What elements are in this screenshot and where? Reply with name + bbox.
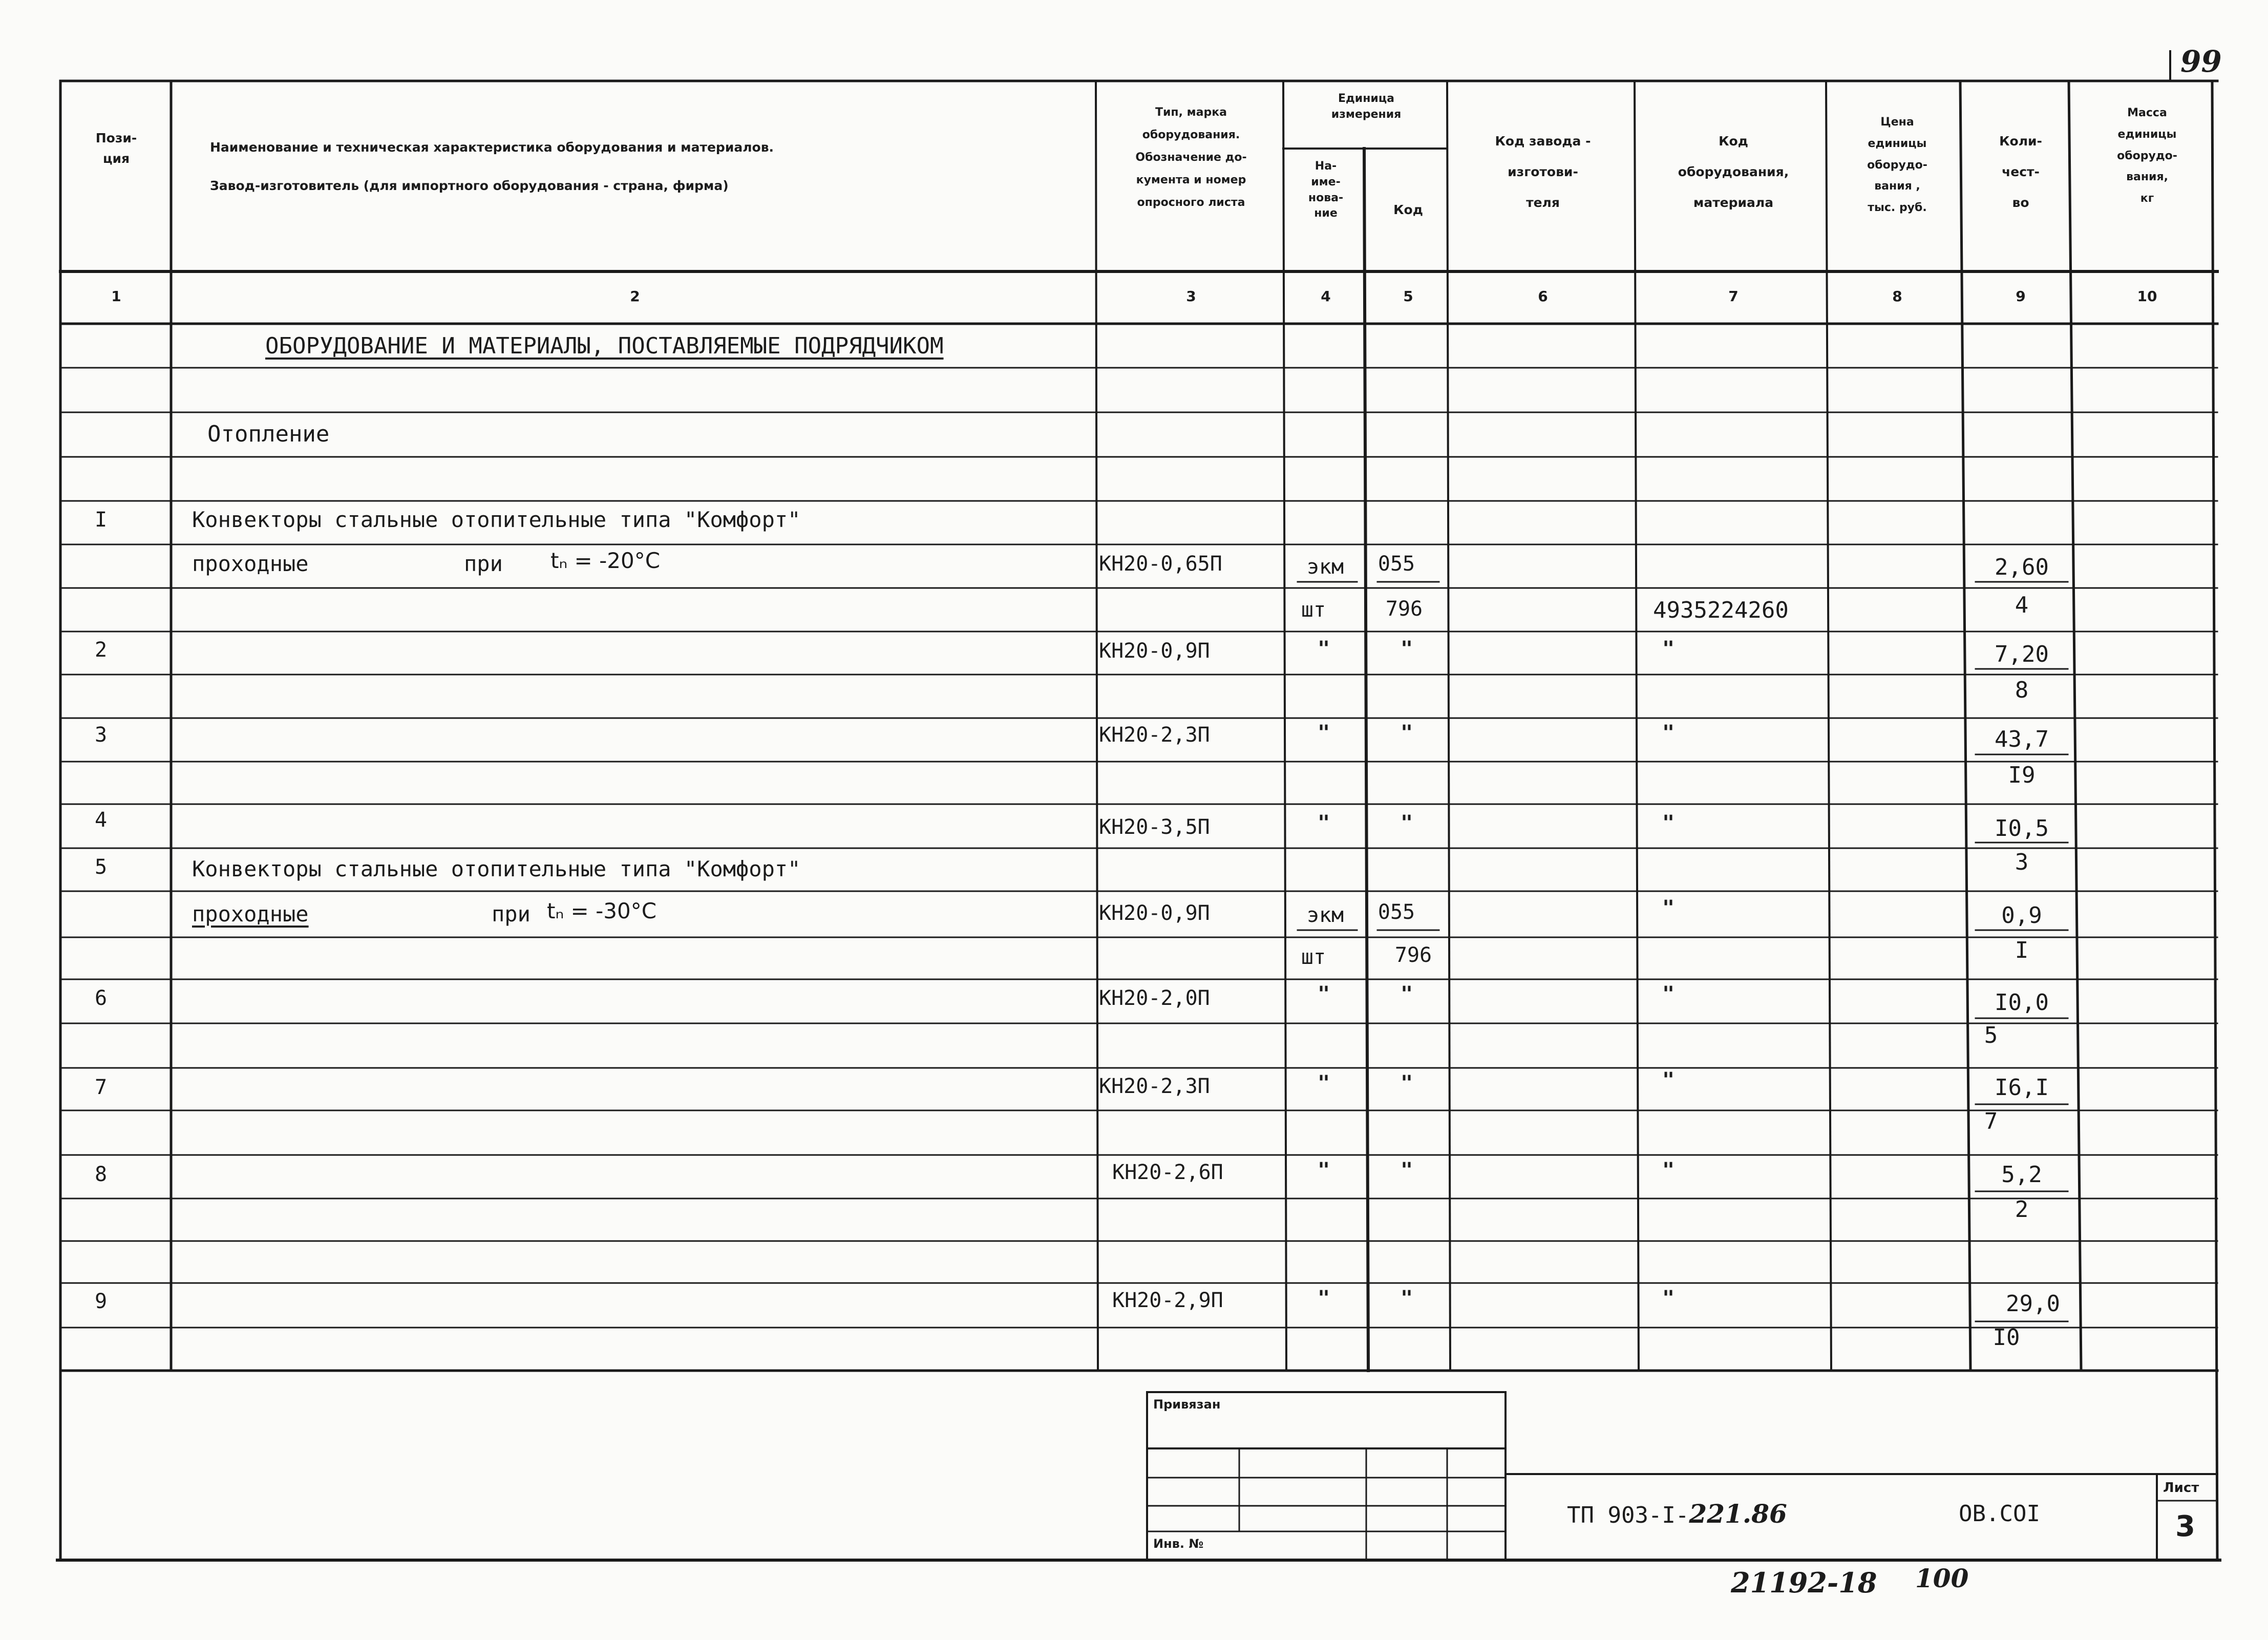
row-5-code-1: 055 — [1377, 900, 1415, 924]
row-8-type: КН20-2,6П — [1112, 1161, 1223, 1184]
header-type: Тип, марка оборудования. Обозначение до- кумента и номер опросного листа — [1135, 106, 1247, 209]
row-6-type: КН20-2,0П — [1099, 986, 1210, 1010]
row-5-unit-1: экм — [1306, 903, 1344, 927]
row-1-code-1: 055 — [1377, 552, 1415, 576]
project-prefix: ТП 903-I- — [1567, 1502, 1689, 1528]
row-1-equipment-code: 4935224260 — [1653, 597, 1789, 623]
row-9-code: " — [1400, 1287, 1413, 1310]
header-price: Цена единицы оборудо- вания , тыс. руб. — [1867, 116, 1927, 215]
row-7-qty-2: 7 — [1984, 1108, 1998, 1134]
col-number-1: 1 — [111, 288, 121, 305]
row-4-code: " — [1400, 811, 1413, 835]
col-number-10: 10 — [2137, 288, 2157, 305]
row-8-code: " — [1400, 1159, 1413, 1182]
header-unit-group: Единица измерения — [1331, 92, 1402, 121]
row-5-condition: tₙ = -30°C — [547, 898, 657, 923]
row-2-position: 2 — [94, 638, 108, 662]
row-1-type: КН20-0,65П — [1099, 552, 1222, 576]
col-number-2: 2 — [630, 288, 640, 305]
row-6-qty-2: 5 — [1984, 1022, 1998, 1048]
col-number-3: 3 — [1186, 288, 1196, 305]
row-5-condition-pre: при — [492, 901, 531, 927]
row-2-unit: " — [1317, 637, 1330, 661]
row-9-position: 9 — [94, 1290, 108, 1313]
header-unit-code: Код — [1393, 202, 1423, 217]
row-9-qty-2: I0 — [1993, 1324, 2020, 1351]
row-4-position: 4 — [94, 808, 108, 832]
header-equipment-code: Код оборудования, материала — [1678, 134, 1789, 210]
row-7-position: 7 — [94, 1076, 108, 1099]
row-3-code: " — [1400, 721, 1413, 745]
row-2-type: КН20-0,9П — [1099, 639, 1210, 663]
row-2-qty-2: 8 — [2015, 677, 2029, 703]
header-mass: Масса единицы оборудо- вания, кг — [2117, 107, 2177, 205]
col-number-5: 5 — [1403, 288, 1413, 305]
row-1-condition-pre: при — [464, 551, 503, 576]
row-5-name-line2: проходные — [192, 901, 309, 927]
row-3-qty-2: I9 — [2008, 762, 2036, 788]
row-1-condition: tₙ = -20°C — [550, 548, 661, 573]
row-7-type: КН20-2,3П — [1099, 1075, 1210, 1098]
header-quantity: Коли- чест- во — [1999, 134, 2042, 210]
row-1-code-2: 796 — [1385, 597, 1423, 621]
row-5-unit-2: шт — [1301, 945, 1326, 969]
header-position: Пози- ция — [95, 131, 137, 166]
row-1-qty-2: 4 — [2015, 592, 2029, 618]
row-1-position: I — [94, 508, 108, 532]
stamp-document-code: ОВ.СОI — [1959, 1501, 2040, 1527]
row-6-position: 6 — [94, 986, 108, 1010]
col-number-9: 9 — [2016, 288, 2026, 305]
row-9-qty-1: 29,0 — [2006, 1291, 2060, 1317]
col-number-8: 8 — [1892, 288, 1902, 305]
row-8-position: 8 — [94, 1163, 108, 1186]
row-3-equipment-code: " — [1662, 721, 1675, 745]
row-3-unit: " — [1317, 721, 1330, 745]
page-number-top: 99 — [2180, 44, 2222, 79]
col-number-4: 4 — [1321, 288, 1331, 305]
row-1-name: Конвекторы стальные отопительные типа "Комфорт" — [192, 507, 801, 532]
row-1-unit-2: шт — [1301, 598, 1326, 622]
row-9-type: КН20-2,9П — [1112, 1289, 1223, 1312]
stamp-inventory-label: Инв. № — [1153, 1537, 1204, 1551]
header-unit-name: На- име- нова- ние — [1308, 160, 1344, 220]
bottom-archive-number: 21192-18 — [1731, 1566, 1877, 1599]
row-8-unit: " — [1317, 1159, 1330, 1182]
section-title: ОБОРУДОВАНИЕ И МАТЕРИАЛЫ, ПОСТАВЛЯЕМЫЕ ПОДРЯДЧИКОМ — [265, 333, 944, 359]
row-4-qty-1: I0,5 — [1995, 815, 2049, 842]
row-6-unit: " — [1317, 982, 1330, 1006]
row-7-unit: " — [1317, 1071, 1330, 1095]
row-5-qty-1: 0,9 — [2001, 902, 2042, 929]
row-3-type: КН20-2,3П — [1099, 723, 1210, 747]
row-3-qty-1: 43,7 — [1995, 726, 2049, 752]
row-5-code-2: 796 — [1394, 943, 1432, 967]
stamp-sheet-number: 3 — [2175, 1510, 2195, 1543]
row-9-unit: " — [1317, 1287, 1330, 1310]
header-name: Наименование и техническая характеристика оборудования и материалов. Завод-изготовитель (для импортного оборудования - страна, фирма) — [210, 140, 774, 193]
row-7-qty-1: I6,I — [1995, 1075, 2049, 1101]
row-8-equipment-code: " — [1662, 1159, 1675, 1182]
stamp-attached-label: Привязан — [1153, 1397, 1221, 1412]
row-1-unit-1: экм — [1306, 555, 1344, 579]
subsection-title: Отопление — [207, 421, 330, 447]
row-2-qty-1: 7,20 — [1995, 641, 2049, 667]
row-5-position: 5 — [94, 855, 108, 879]
bottom-page-number: 100 — [1915, 1563, 1969, 1593]
row-4-unit: " — [1317, 811, 1330, 835]
col-number-6: 6 — [1538, 288, 1548, 305]
row-4-equipment-code: " — [1662, 811, 1675, 835]
row-5-type: КН20-0,9П — [1099, 901, 1210, 925]
stamp-sheet-label: Лист — [2163, 1480, 2199, 1496]
row-9-equipment-code: " — [1662, 1287, 1675, 1310]
row-6-qty-1: I0,0 — [1995, 990, 2049, 1016]
row-1-qty-1: 2,60 — [1995, 554, 2049, 580]
row-1-name-line2: проходные — [192, 551, 309, 576]
header-factory-code: Код завода - изготови- теля — [1495, 134, 1591, 210]
row-8-qty-2: 2 — [2015, 1196, 2029, 1223]
row-5-qty-2: I — [2015, 937, 2029, 963]
row-7-code: " — [1400, 1071, 1413, 1095]
project-number: 221.86 — [1689, 1499, 1787, 1529]
row-5-equipment-code: " — [1662, 896, 1675, 920]
row-3-position: 3 — [94, 723, 108, 747]
row-4-type: КН20-3,5П — [1099, 815, 1210, 839]
row-7-equipment-code: " — [1662, 1068, 1675, 1092]
row-6-code: " — [1400, 982, 1413, 1006]
col-number-7: 7 — [1728, 288, 1739, 305]
row-2-equipment-code: " — [1662, 637, 1675, 661]
row-8-qty-1: 5,2 — [2001, 1162, 2042, 1188]
row-5-name: Конвекторы стальные отопительные типа "Комфорт" — [192, 856, 801, 881]
row-2-code: " — [1400, 637, 1413, 661]
row-6-equipment-code: " — [1662, 982, 1675, 1006]
stamp-project-code — [1567, 1499, 1787, 1529]
row-4-qty-2: 3 — [2015, 849, 2029, 875]
